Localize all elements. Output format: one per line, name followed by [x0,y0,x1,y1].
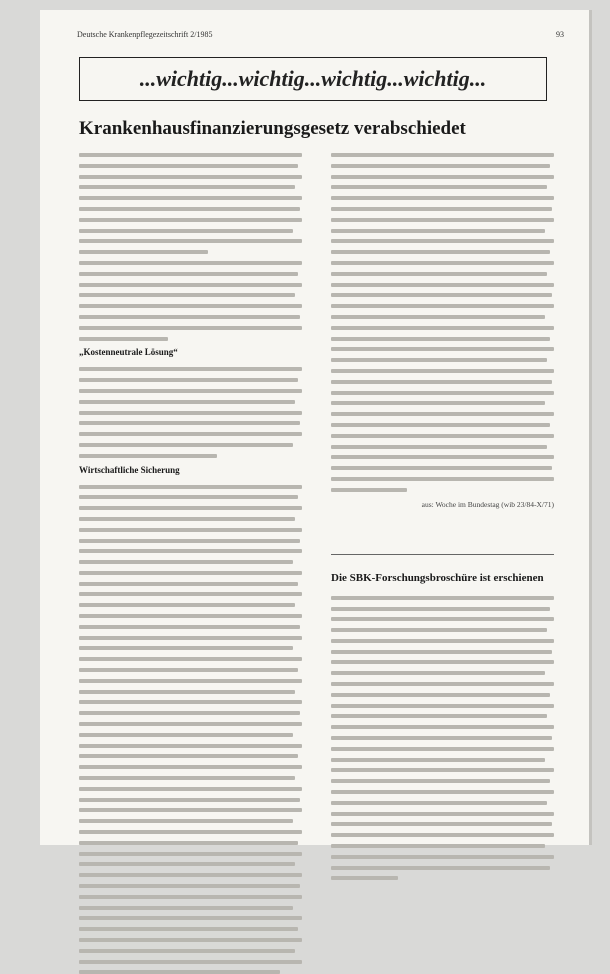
text-line [79,927,298,931]
text-line [79,841,298,845]
text-line [79,153,302,157]
text-line [79,895,302,899]
text-line [331,304,554,308]
text-line [331,434,554,438]
text-line [79,614,302,618]
text-line [331,790,554,794]
text-line [79,421,300,425]
text-line [79,636,302,640]
text-line [331,812,554,816]
text-line [79,657,302,661]
text-line [79,443,293,447]
text-line [79,304,302,308]
text-line [331,369,554,373]
text-line [79,722,302,726]
text-line [331,229,545,233]
text-line [79,250,208,254]
article-source-note: aus: Woche im Bundestag (wib 23/84-X/71) [421,499,554,509]
text-line [79,884,300,888]
text-line [79,315,300,319]
page-edge [589,10,592,845]
text-line [79,164,298,168]
subhead: „Kostenneutrale Lösung“ [79,347,178,358]
text-line [331,175,554,179]
article-title: Krankenhausfinanzierungsgesetz verabschiedet [79,118,466,139]
text-line [79,938,302,942]
text-line [331,768,554,772]
text-line [79,625,300,629]
text-line [79,798,300,802]
text-line [79,582,298,586]
text-column-right [331,153,554,831]
text-line [79,272,298,276]
text-line [79,539,300,543]
text-line [79,700,302,704]
text-line [79,679,302,683]
text-line [331,239,554,243]
text-line [79,549,302,553]
text-line [79,711,300,715]
text-column-left [79,153,302,831]
text-line [331,488,407,492]
text-line [79,873,302,877]
text-line [331,617,554,621]
text-line [331,326,554,330]
text-line [331,779,550,783]
text-line [331,423,550,427]
text-line [331,380,552,384]
text-line [79,787,302,791]
text-line [79,906,293,910]
text-line [79,378,298,382]
text-line [79,528,302,532]
text-line [331,293,552,297]
text-line [331,347,554,351]
text-line [79,571,302,575]
text-line [331,196,554,200]
text-line [331,401,545,405]
text-line [331,650,552,654]
text-line [79,603,295,607]
text-line [79,830,302,834]
text-line [331,315,545,319]
text-line [331,466,552,470]
text-line [79,367,302,371]
text-line [79,261,302,265]
text-line [79,765,302,769]
text-line [331,833,554,837]
text-line [331,758,545,762]
text-line [79,949,295,953]
text-line [79,389,302,393]
text-line [79,506,302,510]
text-line [331,207,552,211]
text-line [79,196,302,200]
text-line [331,639,554,643]
text-line [79,744,302,748]
text-line [79,495,298,499]
text-line [79,970,280,974]
paragraph [79,153,302,341]
text-line [331,682,554,686]
subhead: Wirtschaftliche Sicherung [79,464,180,475]
text-line [79,776,295,780]
banner [79,57,547,101]
text-line [79,283,302,287]
text-line [331,855,554,859]
text-line [79,733,293,737]
text-line [331,876,398,880]
text-line [79,916,302,920]
text-line [79,454,217,458]
text-line [331,412,554,416]
text-line [331,185,547,189]
text-line [331,358,547,362]
text-line [79,819,293,823]
text-line [79,668,298,672]
banner-text: ...wichtig...wichtig...wichtig...wichtig... [139,66,487,91]
text-line [331,736,552,740]
paragraph [79,367,302,457]
text-line [331,704,554,708]
text-line [331,218,554,222]
text-line [331,725,554,729]
text-line [79,852,302,856]
text-line [79,592,302,596]
text-line [331,391,554,395]
text-line [331,866,550,870]
notice-title: Die SBK-Forschungsbroschüre ist erschienen [331,571,544,584]
paragraph [79,485,302,974]
text-line [79,229,293,233]
text-line [331,693,550,697]
text-line [331,445,547,449]
text-line [331,671,545,675]
text-line [331,164,550,168]
text-line [331,747,554,751]
text-line [79,218,302,222]
text-line [331,337,550,341]
text-line [331,628,547,632]
text-line [331,660,554,664]
text-line [79,560,293,564]
paragraph [331,153,554,492]
text-line [331,261,554,265]
text-line [331,153,554,157]
text-line [79,293,295,297]
text-line [79,207,300,211]
text-line [79,754,298,758]
text-line [79,337,168,341]
running-head: Deutsche Krankenpflegezeitschrift 2/1985 [77,30,213,39]
text-line [79,400,295,404]
text-line [331,596,554,600]
page-number: 93 [556,30,564,39]
text-line [331,283,554,287]
text-line [79,808,302,812]
text-line [331,477,554,481]
text-line [79,485,302,489]
text-line [79,646,293,650]
section-divider [331,554,554,555]
paragraph [331,596,554,881]
text-line [331,455,554,459]
text-line [79,517,295,521]
text-line [331,250,550,254]
text-line [79,326,302,330]
text-line [79,960,302,964]
text-line [331,822,552,826]
text-line [79,432,302,436]
text-line [331,607,550,611]
text-line [79,690,295,694]
text-line [79,185,295,189]
text-line [331,714,547,718]
text-line [79,175,302,179]
text-line [79,239,302,243]
text-line [331,844,545,848]
text-line [79,411,302,415]
text-line [79,862,295,866]
text-line [331,801,547,805]
text-line [331,272,547,276]
